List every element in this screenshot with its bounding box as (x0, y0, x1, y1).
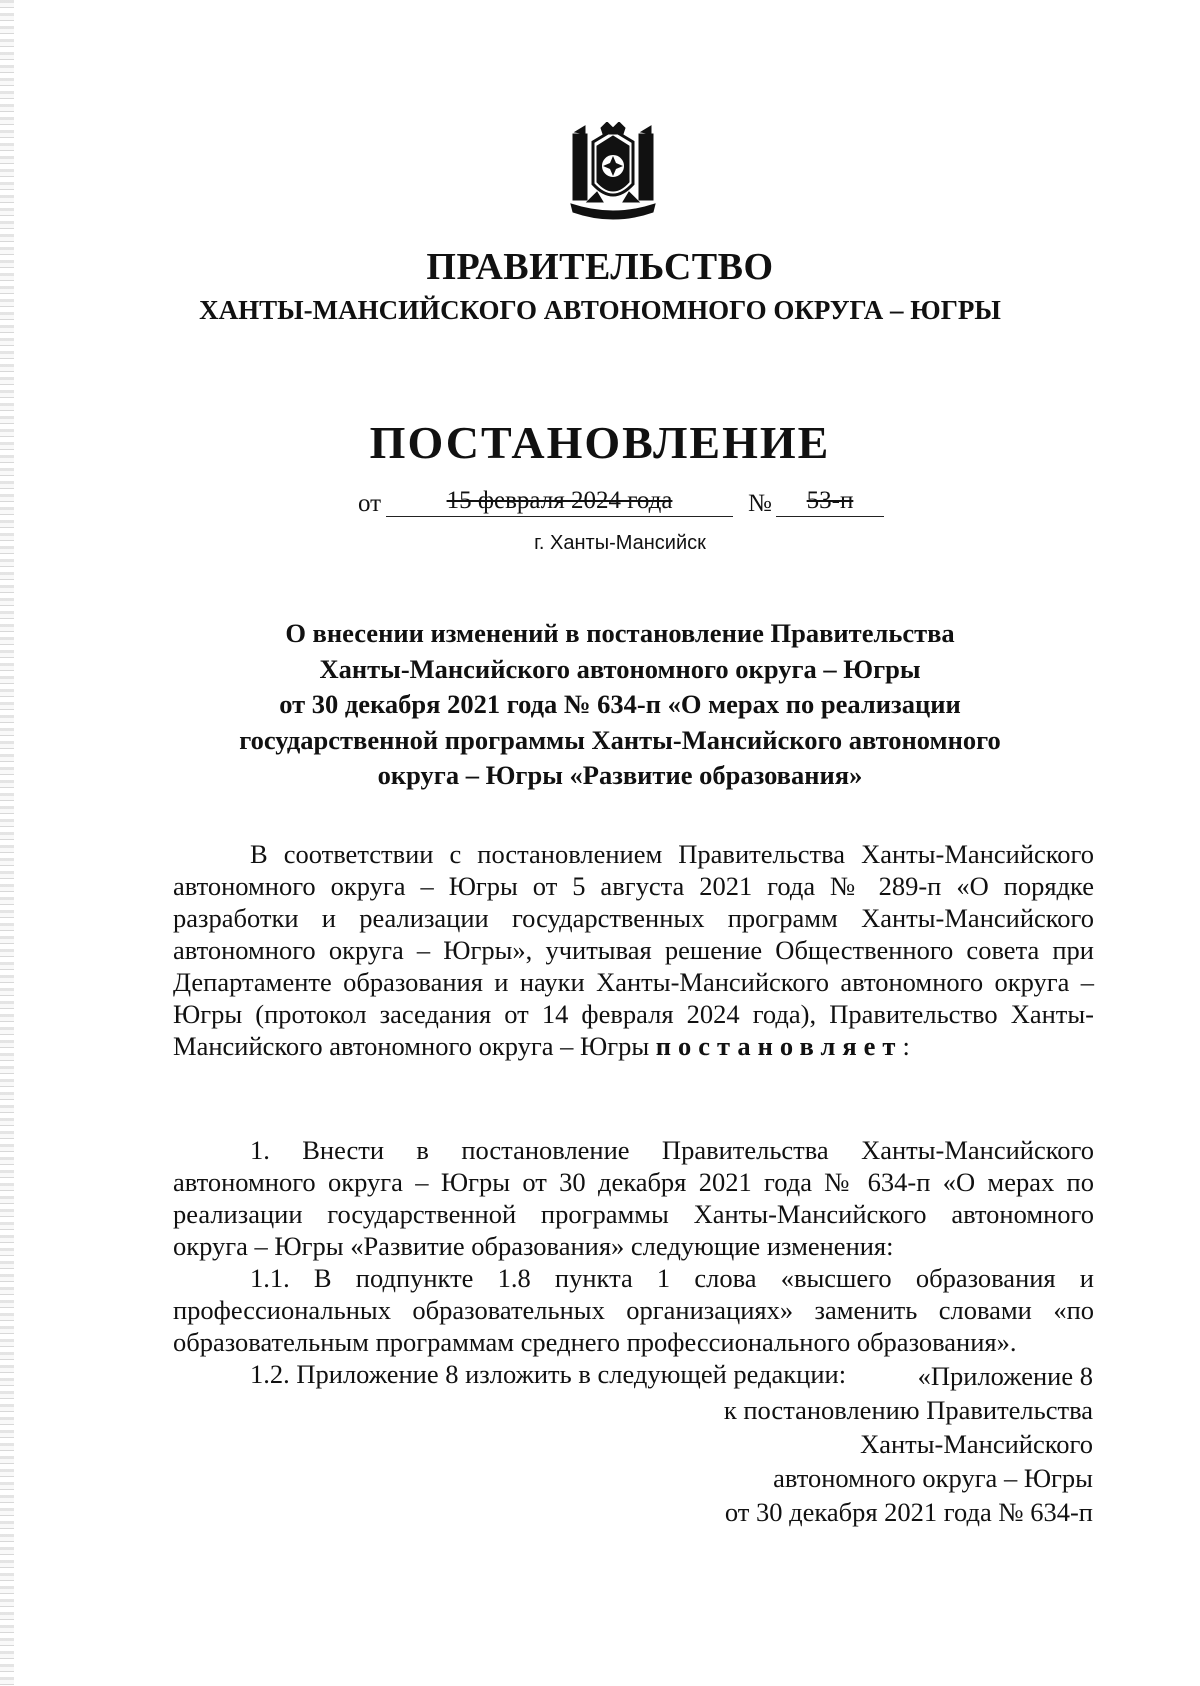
date-label: от (358, 490, 382, 517)
heading-line: от 30 декабря 2021 года № 634-п «О мерах по реализации (279, 689, 961, 719)
resolution-item: 1. Внести в постановление Правительства Ханты-Мансийского автономного округа – Югры от 30 декабря 2021 года № 634-п «О мерах по реализации государственной программы Ханты-Мансийского автономного округа – Югры «Развитие образования» следующие изменения: (173, 1135, 1094, 1261)
resolution-items (173, 1134, 1094, 1390)
appendix-line: к постановлению Правительства (723, 1395, 1093, 1425)
heading-line: округа – Югры «Развитие образования» (377, 760, 863, 790)
resolution-item: 1.2. Приложение 8 изложить в следующей редакции: (250, 1359, 847, 1389)
appendix-header (724, 1359, 1093, 1529)
number-label: № (748, 490, 772, 517)
resolution-item: 1.1. В подпункте 1.8 пункта 1 слова «высшего образования и профессиональных образовательных организациях» заменить словами «по образовательным программам среднего профессионального образования». (173, 1263, 1094, 1357)
number-field (776, 488, 884, 517)
heading-line: О внесении изменений в постановление Правительства (285, 618, 955, 648)
resolves-word: постановляет (655, 1031, 903, 1061)
number-value: 53-п (806, 487, 854, 514)
date-value: 15 февраля 2024 года (446, 487, 673, 514)
document-meta (0, 488, 1200, 522)
coat-of-arms-icon (567, 122, 659, 226)
appendix-line: от 30 декабря 2021 года № 634-п (724, 1497, 1093, 1527)
preamble-paragraph (173, 838, 1094, 1062)
org-region: ХАНТЫ-МАНСИЙСКОГО АВТОНОМНОГО ОКРУГА – ЮГРЫ (199, 295, 1001, 325)
resolves-colon: : (902, 1031, 910, 1061)
city: г. Ханты-Мансийск (534, 532, 706, 554)
preamble (173, 838, 1094, 1062)
heading-line: государственной программы Ханты-Мансийского автономного (239, 724, 1001, 755)
document-type: ПОСТАНОВЛЕНИЕ (369, 417, 831, 468)
date-field (386, 488, 733, 517)
preamble-text: В соответствии с постановлением Правительства Ханты-Мансийского автономного округа – Югры от 5 августа 2021 года № 289-п «О порядке разработки и реализации государственных программ Ханты-Мансийского автономного округа – Югры», учитывая решение Общественного совета при Департаменте образования и науки Ханты-Мансийского автономного округа – Югры (протокол заседания от 14 февраля 2024 года), Правительство Ханты-Мансийского автономного округа – Югры (173, 839, 1094, 1061)
document-heading (170, 616, 1070, 794)
org-name: ПРАВИТЕЛЬСТВО (426, 246, 774, 288)
heading-line: Ханты-Мансийского автономного округа – Югры (319, 653, 921, 684)
appendix-line: автономного округа – Югры (773, 1463, 1093, 1493)
appendix-line: Ханты-Мансийского (860, 1429, 1093, 1459)
appendix-line: «Приложение 8 (917, 1361, 1093, 1391)
